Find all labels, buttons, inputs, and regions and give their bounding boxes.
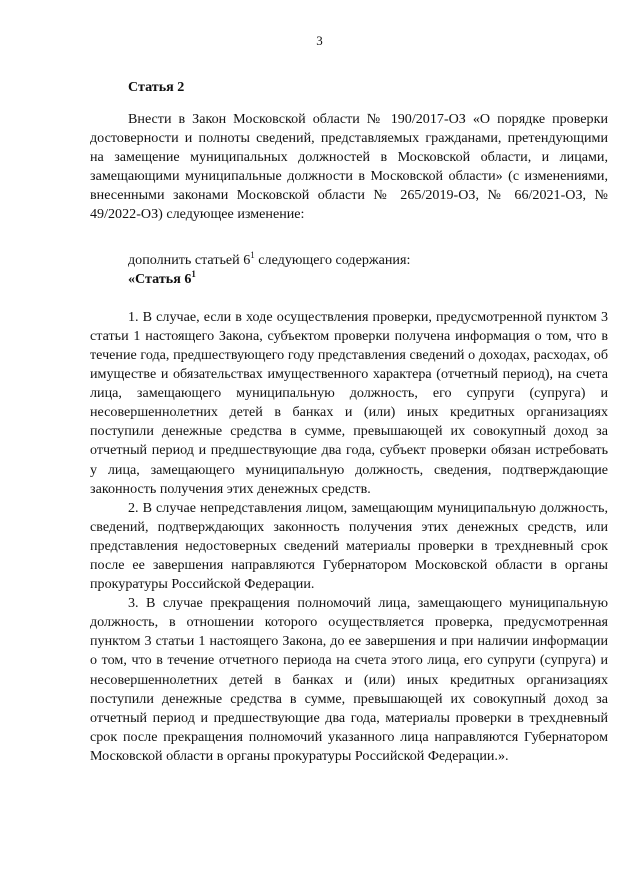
new-article-paragraph-3: 3. В случае прекращения полномочий лица, замещающего муниципальную должность, в отношении которого осуществляется проверка, предусмотренная пунктом 3 статьи 1 настоящего Закона, до ее завершения и при наличии информации о том, что в течение отчетного периода на счета этого лица, его супруги (супруга) и несовершеннолетних детей в банках и (или) иных кредитных организациях поступили денежные средства в сумме, превышающей их совокупный доход за отчетный период и предшествующие два года, материалы проверки в трехдневный срок после прекращения полномочий указанного лица направляются Губернатором Московской области в органы прокуратуры Российской Федерации.». <box>90 595 608 764</box>
new-article-heading-superscript: 1 <box>191 268 196 279</box>
supplement-prefix: дополнить статьей 6 <box>128 251 251 268</box>
supplement-superscript: 1 <box>250 249 255 260</box>
new-article-heading-text: «Статья 6 <box>128 270 192 287</box>
article-2-heading: Статья 2 <box>128 79 185 95</box>
new-article-heading <box>128 270 608 289</box>
document-body <box>90 78 608 766</box>
new-article-paragraph-1: 1. В случае, если в ходе осуществления проверки, предусмотренной пунктом 3 статьи 1 настоящего Закона, субъектом проверки получена информация о том, что в течение года, предшествующего году представления сведений о доходах, расходах, об имуществе и обязательствах имущественного характера (отчетный период), на счета лица, замещающего муниципальную должность, его супруги (супруга) и несовершеннолетних детей в банках и (или) иных кредитных организациях поступили денежные средства в сумме, превышающей их совокупный доход за отчетный период и предшествующие два года, субъект проверки обязан истребовать у лица, замещающего муниципальную должность, сведения, подтверждающие законность получения этих денежных средств. <box>90 308 608 497</box>
supplement-suffix: следующего содержания: <box>254 251 411 268</box>
new-article-paragraph-2: 2. В случае непредставления лицом, замещающим муниципальную должность, сведений, подтверждающих законность получения этих денежных средств, или представления недостоверных сведений материалы проверки в трехдневный срок после ее завершения направляются Губернатором Московской области в органы прокуратуры Российской Федерации. <box>90 499 608 593</box>
amendment-intro-paragraph: Внести в Закон Московской области № 190/2017-ОЗ «О порядке проверки достоверности и полноты сведений, представляемых гражданами, претендующими на замещение муниципальных должностей в Московской области, и лицами, замещающими муниципальные должности в Московской области» (с изменениями, внесенными законами Московской области № 265/2019-ОЗ, № 66/2021-ОЗ, № 49/2022-ОЗ) следующее изменение: <box>90 111 608 223</box>
page-number: 3 <box>316 33 323 48</box>
supplement-line <box>128 251 608 270</box>
